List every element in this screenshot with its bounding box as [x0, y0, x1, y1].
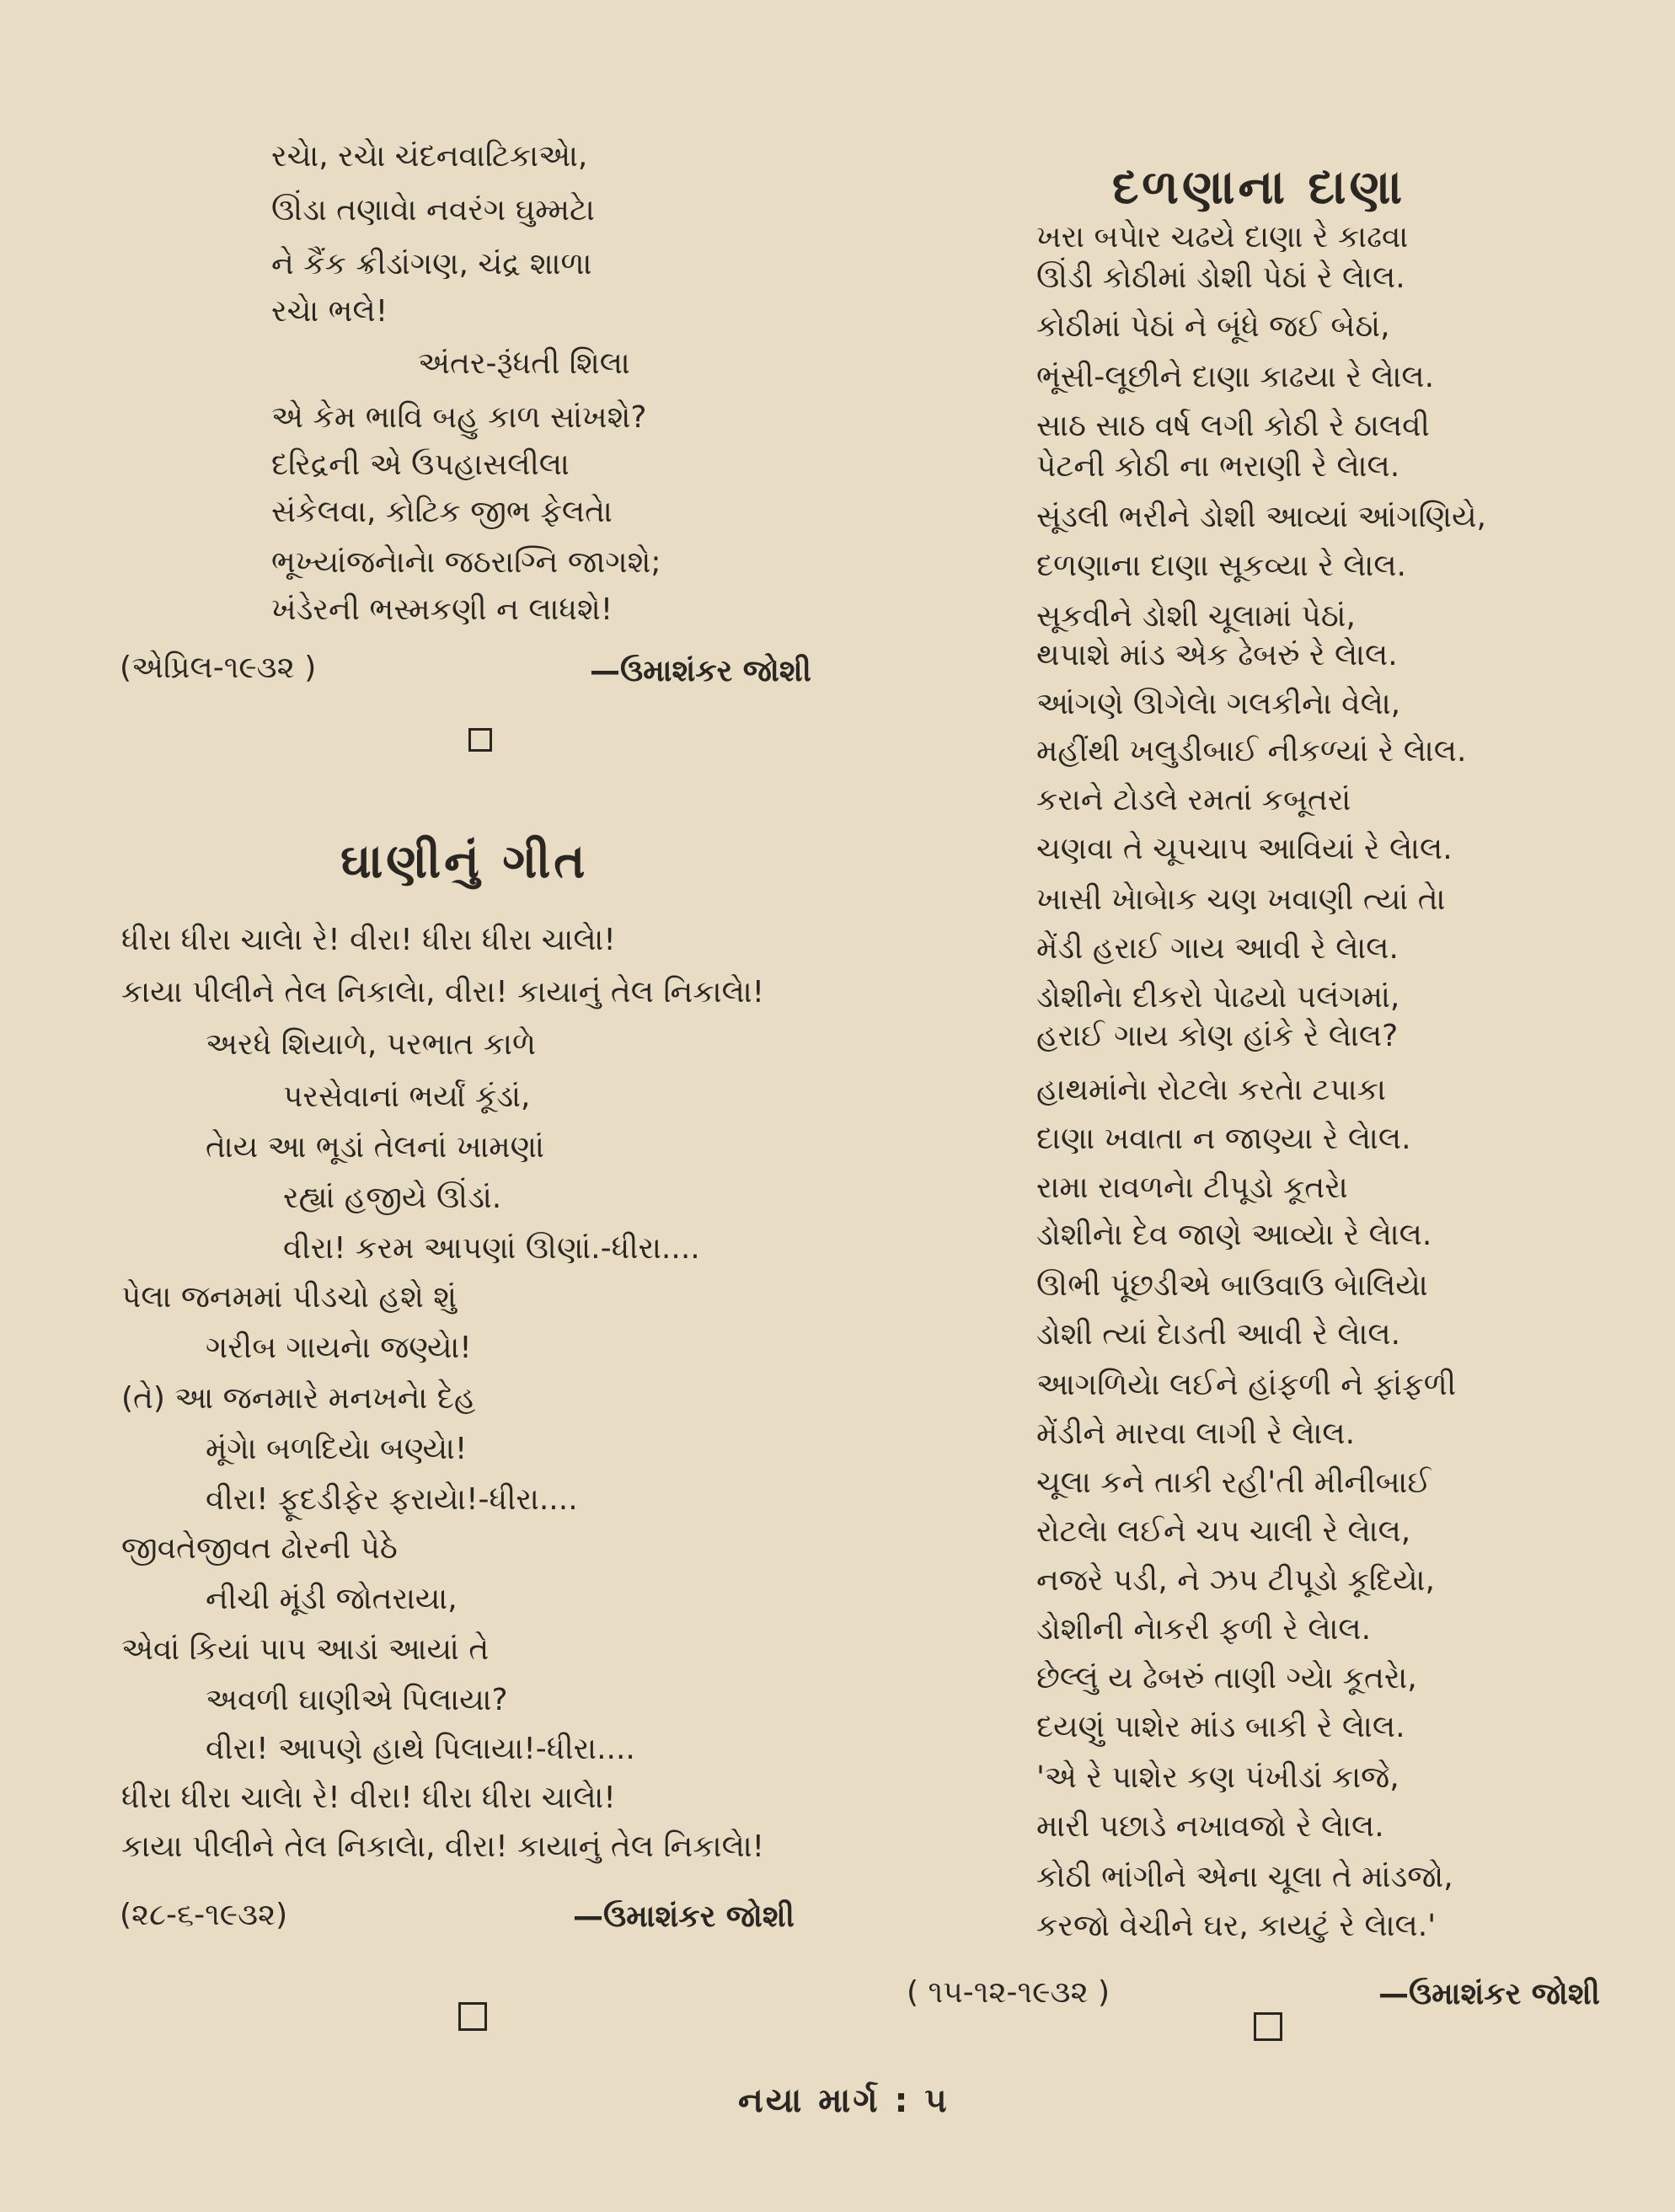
poem-line: કોઠીમાં પેઠાં ને બૂંધે જઈ બેઠાં,	[1036, 309, 1390, 344]
poem-line: રચેા, રચેા ચંદનવાટિકાએા,	[271, 139, 588, 174]
poem-line: ઊંડા તણાવેા નવરંગ ઘુમ્મટેા	[271, 193, 595, 228]
poem-line: એવાં કિયાં પાપ આડાં આયાં તે	[121, 1632, 490, 1667]
poem-line: ઊંડી કોઠીમાં ડોશી પેઠાં રે લેાલ.	[1036, 260, 1405, 295]
poem-line: મહીંથી ખલુડીબાઈ નીકળ્યાં રે લેાલ.	[1036, 734, 1467, 769]
poem-line: મેંડીને મારવા લાગી રે લેાલ.	[1036, 1417, 1356, 1451]
section-end-box	[1254, 2012, 1282, 2041]
poem-date: (એપ્રિલ-૧૯૩૨ )	[120, 651, 317, 685]
poem-line: દયણું પાશેર માંડ બાકી રે લેાલ.	[1036, 1710, 1405, 1744]
poem-title: ઘાણીનું ગીત	[340, 834, 589, 889]
poem-line: દરિદ્રની એ ઉપહાસલીલા	[271, 447, 570, 482]
poem-line: ખાસી ખેાબેાક ચણ ખવાણી ત્યાં તેા	[1036, 882, 1446, 917]
poem-line: સૂકવીને ડોશી ચૂલામાં પેઠાં,	[1036, 599, 1356, 634]
poem-line: મેંડી હરાઈ ગાય આવી રે લેાલ.	[1036, 931, 1399, 966]
poem-line: ડોશીની નેાકરી ફળી રે લેાલ.	[1036, 1612, 1372, 1647]
poem-line: વીરા! ફૂદડીફેર ફરાયેા!-ધીરા....	[206, 1482, 578, 1517]
poem-line: ખરા બપેાર ચઢયે દાણા રે કાઢવા	[1036, 220, 1409, 254]
poem-line: પરસેવાનાં ભર્યાં કૂંડાં,	[283, 1079, 531, 1114]
poem-line: થપાશે માંડ એક ઢેબરું રે લેાલ.	[1036, 638, 1398, 672]
poem-date: ( ૧૫-૧૨-૧૯૩૨ )	[907, 1975, 1110, 2010]
poem-line: ધીરા ધીરા ચાલેા રે! વીરા! ધીરા ધીરા ચાલેા!	[121, 1781, 616, 1815]
poem-line: ને કૈંક ક્રીડાંગણ, ચંદ્ર શાળા	[271, 247, 592, 281]
poem-line: નજરે પડી, ને ઝપ ટીપૂડો કૂદિયેા,	[1036, 1563, 1435, 1598]
poem-line: કોઠી ભાંગીને એના ચૂલા તે માંડજો,	[1036, 1860, 1453, 1894]
ghani-poem	[0, 809, 843, 2090]
section-end-box	[458, 2002, 487, 2031]
poem-line: ચણવા તે ચૂપચાપ આવિયાં રે લેાલ.	[1036, 832, 1453, 866]
poem-line: છેલ્લું ય ઢેબરું તાણી ગ્યેા કૂતરેા,	[1036, 1661, 1417, 1695]
poem-line: 'એ રે પાશેર કણ પંખીડાં કાજે,	[1036, 1760, 1399, 1795]
poem-line: (તે) આ જનમારે મનખનેા દેહ	[121, 1381, 476, 1416]
poem-line: પેલા જનમમાં પીડચો હશે શું	[121, 1280, 458, 1315]
poem-line: રચેા ભલે!	[271, 294, 388, 329]
poem-line: દાણા ખવાતા ન જાણ્યા રે લેાલ.	[1036, 1122, 1411, 1156]
poem-line: કરજો વેચીને ઘર, કાયટું રે લેાલ.'	[1036, 1909, 1437, 1943]
poem-line: કાયા પીલીને તેલ નિકાલેા, વીરા! કાયાનું તેલ નિકાલેા!	[121, 1829, 765, 1864]
poem-line: સંકેલવા, કોટિક જીભ ફેલતેા	[271, 495, 613, 529]
poem-line: તેાય આ ભૂડાં તેલનાં ખામણાં	[206, 1130, 544, 1165]
poem-line: રોટલેા લઈને ચપ ચાલી રે લેાલ,	[1036, 1514, 1411, 1549]
poem-line: રહ્યાં હજીયે ઊંડાં.	[283, 1181, 502, 1215]
poem-line: હાથમાંનેા રોટલેા કરતેા ટપાકા	[1036, 1073, 1386, 1107]
poem-line: ગરીબ ગાયનેા જણ્યેા!	[206, 1331, 472, 1365]
poem-line: ડોશી ત્યાં દેાડતી આવી રે લેાલ.	[1036, 1317, 1401, 1352]
poem-line: કરાને ટોડલે રમતાં કબૂતરાં	[1036, 783, 1351, 817]
poem-line: મૂંગેા બળદિયેા બણ્યેા!	[206, 1432, 468, 1466]
poem-line: અરધે શિયાળે, પરભાત કાળે	[206, 1027, 537, 1062]
poem-line: ડોશીનેા દીકરો પેાઢયો પલંગમાં,	[1036, 980, 1400, 1015]
poem-line: ભૂંસી-લૂછીને દાણા કાઢયા રે લેાલ.	[1036, 360, 1435, 394]
poem-line: મારી પછાડે નખાવજો રે લેાલ.	[1036, 1809, 1384, 1844]
poem-line: આગળિયેા લઈને હાંફળી ને ફાંફળી	[1036, 1368, 1457, 1402]
poem-line: ધીરા ધીરા ચાલેા રે! વીરા! ધીરા ધીરા ચાલેા!	[121, 923, 616, 957]
poem-line: પેટની કોઠી ના ભરાણી રે લેાલ.	[1036, 449, 1400, 484]
poem-line: વીરા! આપણે હાથે પિલાયા!-ધીરા....	[206, 1732, 635, 1766]
poem-author: —ઉમાશંકર જોશી	[590, 654, 811, 688]
poem-line: દળણાના દાણા સૂકવ્યા રે લેાલ.	[1036, 549, 1406, 583]
poem-author: —ઉમાશંકર જોશી	[1378, 1977, 1600, 2011]
poem-line: ખંડેરની ભસ્મકણી ન લાધશે!	[271, 592, 613, 627]
poem-line: એ કેમ ભાવિ બહુ કાળ સાંખશે?	[271, 400, 647, 435]
poem-line: સાઠ સાઠ વર્ષ લગી કોઠી રે ઠાલવી	[1036, 409, 1430, 443]
poem-line: ભૂખ્યાંજનેાનેા જઠરાગ્નિ જાગશે;	[271, 545, 661, 580]
poem-line: જીવતેજીવત ઢોરની પેઠે	[121, 1531, 398, 1566]
left-top-poem	[0, 0, 843, 758]
dalna-poem	[843, 0, 1675, 2065]
poem-line: કાયા પીલીને તેલ નિકાલેા, વીરા! કાયાનું તેલ નિકાલેા!	[121, 975, 765, 1010]
poem-line: આંગણે ઊગેલેા ગલકીનેા વેલેા,	[1036, 687, 1401, 721]
poem-line: હરાઈ ગાય કોણ હાંકે રે લેાલ?	[1036, 1019, 1399, 1053]
poem-line: રામા રાવળનેા ટીપૂડો કૂતરેા	[1036, 1170, 1348, 1205]
poem-date: (૨૮-૬-૧૯૩૨)	[120, 1898, 288, 1932]
poem-title: દળણાના દાણા	[1112, 160, 1406, 215]
poem-line: ચૂલા કને તાકી રહી'તી મીનીબાઈ	[1036, 1465, 1432, 1500]
poem-line: ઊભી પૂંછડીએ બાઉવાઉ બેાલિયેા	[1036, 1268, 1428, 1303]
page-footer: નયા માર્ગ : ૫	[738, 2081, 950, 2120]
section-end-box	[468, 728, 492, 752]
poem-line: સૂંડલી ભરીને ડોશી આવ્યાં આંગણિયે,	[1036, 500, 1487, 534]
poem-line: અંતર-રૂંધતી શિલા	[418, 346, 630, 381]
poem-line: વીરા! કરમ આપણાં ઊણાં.-ધીરા....	[283, 1231, 700, 1266]
poem-line: ડોશીનેા દેવ જાણે આવ્યેા રે લેાલ.	[1036, 1218, 1432, 1252]
poem-line: નીચી મૂંડી જોતરાયા,	[206, 1582, 458, 1616]
poem-author: —ઉમાશંકર જોશી	[573, 1899, 795, 1934]
poem-line: અવળી ઘાણીએ પિલાયા?	[206, 1683, 508, 1717]
